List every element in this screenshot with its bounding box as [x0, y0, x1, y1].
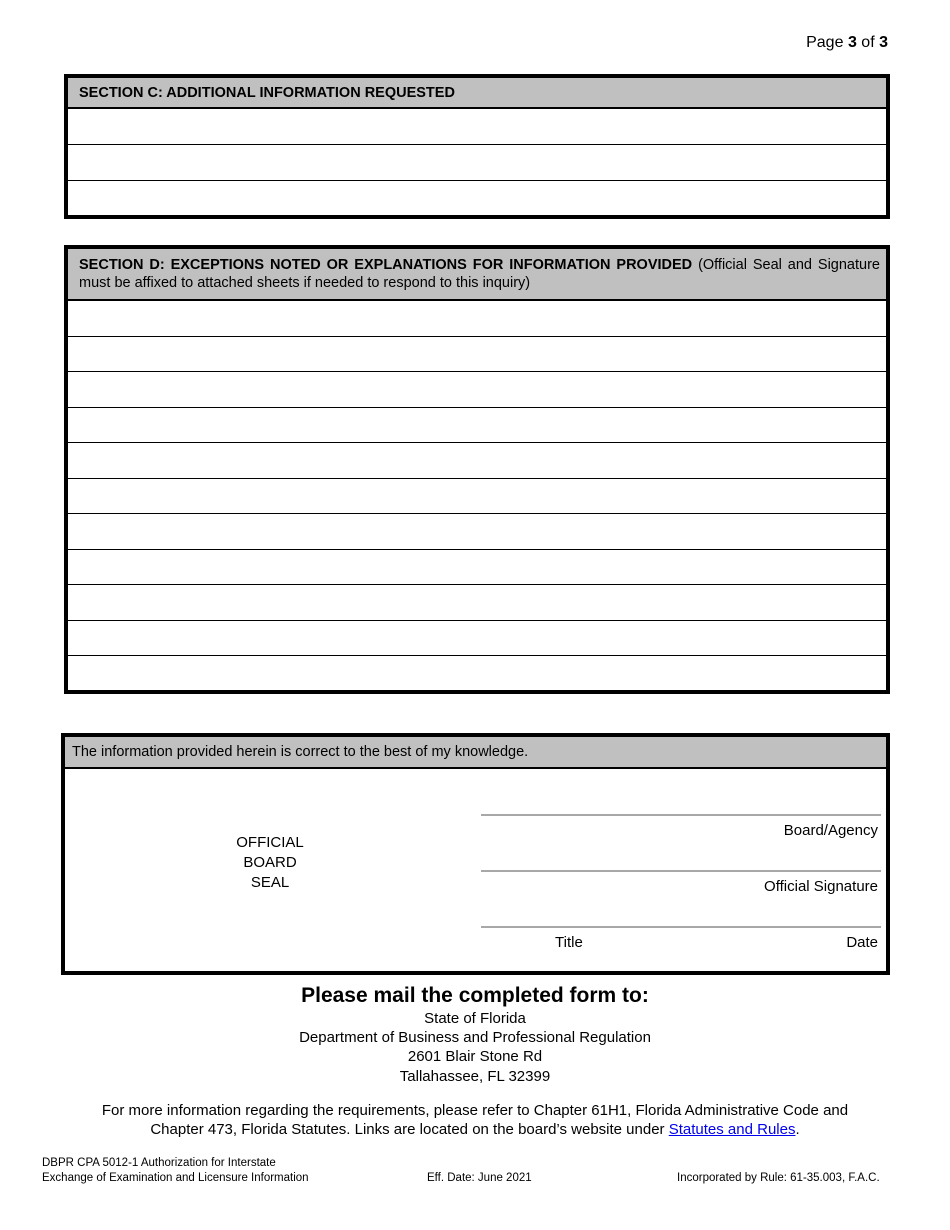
- section-d-field-10[interactable]: [68, 621, 886, 657]
- section-d-field-1[interactable]: [68, 301, 886, 337]
- section-d: [64, 245, 890, 694]
- official-seal-area: OFFICIAL BOARD SEAL: [236, 834, 304, 891]
- form-id: DBPR CPA 5012-1 Authorization for Interstate Exchange of Examination and Licensure Information: [42, 1157, 309, 1184]
- board-agency-label: Board/Agency: [783, 822, 878, 839]
- more-info: For more information regarding the requirements, please refer to Chapter 61H1, Florida Administrative Code and Chapter 473, Florida Statutes. Links are located on the board’s website under Statutes and Rules.: [101, 1102, 849, 1138]
- section-d-field-9[interactable]: [68, 585, 886, 621]
- section-c-field-1[interactable]: [68, 109, 886, 145]
- effective-date: Eff. Date: June 2021: [427, 1172, 532, 1184]
- address-line-4: Tallahassee, FL 32399: [399, 1068, 551, 1085]
- title-label: Title: [555, 934, 583, 951]
- section-c: [64, 74, 890, 219]
- official-signature-field[interactable]: [481, 870, 881, 872]
- address-line-1: State of Florida: [424, 1010, 526, 1027]
- address-line-3: 2601 Blair Stone Rd: [407, 1048, 543, 1065]
- board-agency-field[interactable]: [481, 814, 881, 816]
- section-d-field-6[interactable]: [68, 479, 886, 515]
- section-d-field-2[interactable]: [68, 337, 886, 373]
- title-date-field[interactable]: [481, 926, 881, 928]
- mailing-heading: Please mail the completed form to:: [301, 984, 649, 1007]
- section-d-field-3[interactable]: [68, 372, 886, 408]
- section-c-title: SECTION C: ADDITIONAL INFORMATION REQUESTED: [68, 78, 886, 109]
- section-c-field-2[interactable]: [68, 145, 886, 181]
- page-number: Page 3 of 3: [806, 34, 888, 51]
- date-label: Date: [846, 934, 878, 951]
- section-d-field-7[interactable]: [68, 514, 886, 550]
- official-signature-label: Official Signature: [764, 878, 878, 895]
- rule-reference: Incorporated by Rule: 61-35.003, F.A.C.: [677, 1172, 880, 1184]
- certification-statement: The information provided herein is correct to the best of my knowledge.: [65, 737, 886, 769]
- section-d-title: SECTION D: EXCEPTIONS NOTED OR EXPLANATIONS FOR INFORMATION PROVIDED (Official Seal and Signature must be affixed to attached sheets if needed to respond to this inquiry): [68, 249, 886, 301]
- section-d-field-11[interactable]: [68, 656, 886, 692]
- section-d-field-8[interactable]: [68, 550, 886, 586]
- section-d-field-5[interactable]: [68, 443, 886, 479]
- statutes-rules-link[interactable]: Statutes and Rules: [668, 1121, 796, 1138]
- certification-box: [61, 733, 890, 975]
- section-d-field-4[interactable]: [68, 408, 886, 444]
- section-c-field-3[interactable]: [68, 181, 886, 219]
- address-line-2: Department of Business and Professional Regulation: [299, 1029, 651, 1046]
